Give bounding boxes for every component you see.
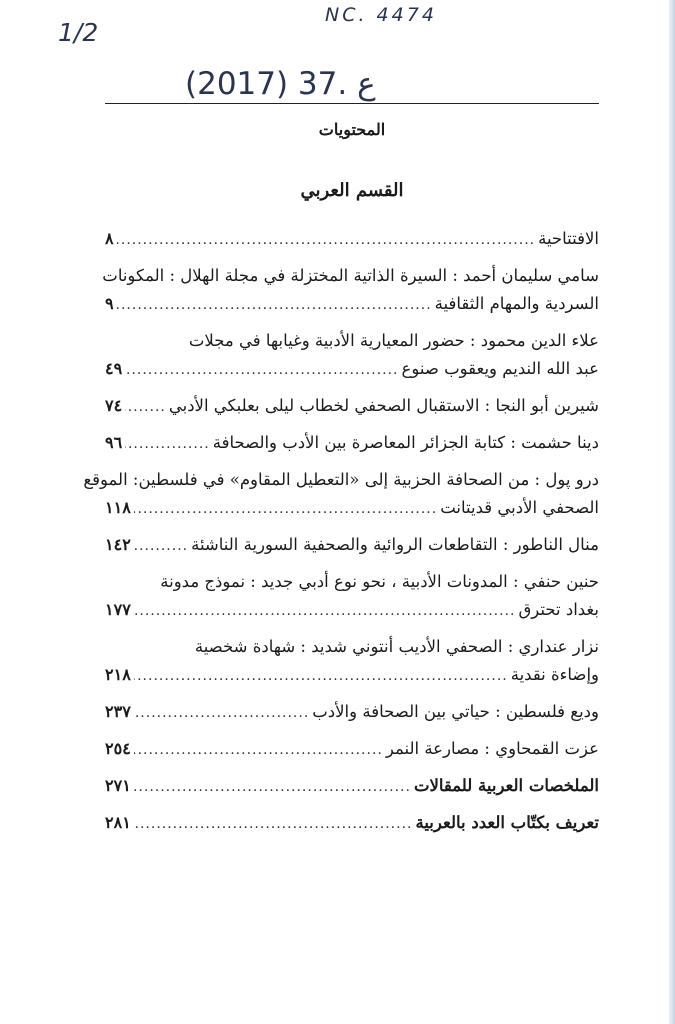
toc-entry <box>105 772 599 801</box>
toc-entry-text: وديع فلسطين : حياتي بين الصحافة والأدب <box>312 702 599 721</box>
page-number: ٢٥٤ <box>105 739 131 758</box>
toc-entry-line <box>105 225 599 254</box>
toc-entry-line <box>105 355 599 384</box>
toc-entry <box>105 531 599 560</box>
toc-entry-line <box>105 698 599 727</box>
toc-entry-text: وإضاءة نقدية <box>510 665 599 684</box>
page-number: ٢٣٧ <box>105 702 131 721</box>
toc-entry <box>105 429 599 458</box>
page-number: ٨ <box>105 229 114 248</box>
dot-leader <box>134 736 383 764</box>
dot-leader <box>125 430 210 458</box>
toc-entry-text: بغداد تحترق <box>518 600 599 619</box>
toc-entry-text: السردية والمهام الثقافية <box>434 294 599 313</box>
contents-title: المحتويات <box>318 120 386 139</box>
toc-entry-line <box>105 661 599 690</box>
toc-entry-text: الافتتاحية <box>538 229 599 248</box>
toc-entry <box>102 262 599 319</box>
toc-entry-line <box>102 262 599 290</box>
dot-leader <box>134 699 309 727</box>
toc-entry-line <box>105 429 599 458</box>
dot-leader <box>134 773 411 801</box>
dot-leader <box>134 597 516 625</box>
dot-leader <box>117 291 432 319</box>
toc-entry <box>105 225 599 254</box>
toc-entry <box>83 466 599 523</box>
toc-entry-text: شيرين أبو النجا : الاستقبال الصحفي لخطاب ليلى بعلبكي الأدبي <box>168 396 599 415</box>
toc-entry-line <box>105 735 599 764</box>
page-number: ٧٤ <box>105 396 123 415</box>
toc-entry-line <box>105 392 599 421</box>
toc-entry <box>105 735 599 764</box>
toc-entry-text: دينا حشمت : كتابة الجزائر المعاصرة بين الأدب والصحافة <box>212 433 599 452</box>
toc-entry-line <box>105 568 599 596</box>
page-number: ٢٧١ <box>105 776 131 795</box>
toc-entry <box>105 809 599 838</box>
dot-leader <box>125 356 398 384</box>
page-number: ١٤٢ <box>105 535 131 554</box>
page-number: ١١٨ <box>105 498 131 517</box>
page-number: ٩ <box>105 294 114 313</box>
scan-edge <box>669 0 675 1024</box>
toc-entry-text: عزت القمحاوي : مصارعة النمر <box>385 739 599 758</box>
table-of-contents <box>83 225 599 846</box>
page-number: ١٧٧ <box>105 600 131 619</box>
toc-entry-text: حنين حنفي : المدونات الأدبية ، نحو نوع أدبي جديد : نموذج مدونة <box>160 572 599 591</box>
toc-entry-line <box>105 494 599 523</box>
accession-number-annotation: NC. 4474 <box>325 4 437 26</box>
toc-entry-line <box>105 772 599 801</box>
page-fraction-annotation: 1/2 <box>58 18 99 47</box>
dot-leader <box>117 226 536 254</box>
toc-entry <box>105 392 599 421</box>
toc-entry-line <box>105 596 599 625</box>
toc-entry-line <box>105 809 599 838</box>
toc-entry-text: درو پول : من الصحافة الحزبية إلى «التعطيل المقاوم» في فلسطين: الموقع <box>83 470 599 489</box>
dot-leader <box>134 532 188 560</box>
toc-entry-text: تعريف بكتّاب العدد بالعربية <box>415 813 599 832</box>
toc-entry-text: نزار عنداري : الصحفي الأديب أنتوني شديد : شهادة شخصية <box>194 637 599 656</box>
toc-entry-line <box>105 531 599 560</box>
toc-entry-text: علاء الدين محمود : حضور المعيارية الأدبية وغيابها في مجلات <box>188 331 599 350</box>
dot-leader <box>134 810 413 838</box>
page-number: ٩٦ <box>105 433 123 452</box>
toc-entry-line <box>105 290 599 319</box>
toc-entry-line <box>83 466 599 494</box>
page-number: ٢٨١ <box>105 813 131 832</box>
toc-entry <box>105 633 599 690</box>
toc-entry-line <box>105 633 599 661</box>
toc-entry <box>105 698 599 727</box>
toc-entry-line <box>105 327 599 355</box>
toc-entry-text: سامي سليمان أحمد : السيرة الذاتية المختزلة في مجلة الهلال : المكونات <box>102 266 599 285</box>
page-number: ٢١٨ <box>105 665 131 684</box>
header-rule <box>105 103 599 104</box>
toc-entry <box>105 568 599 625</box>
toc-entry-text: الملخصات العربية للمقالات <box>413 776 599 795</box>
dot-leader <box>134 662 508 690</box>
section-title: القسم العربي <box>300 180 404 201</box>
toc-entry-text: الصحفي الأدبي قديتانت <box>440 498 599 517</box>
page-number: ٤٩ <box>105 359 123 378</box>
call-number-annotation: (2017) 37. ع <box>185 66 376 102</box>
dot-leader <box>125 393 166 421</box>
toc-entry <box>105 327 599 384</box>
toc-entry-text: عبد الله النديم ويعقوب صنوع <box>401 359 599 378</box>
toc-entry-text: منال الناطور : التقاطعات الروائية والصحفية السورية الناشئة <box>191 535 599 554</box>
dot-leader <box>134 495 437 523</box>
